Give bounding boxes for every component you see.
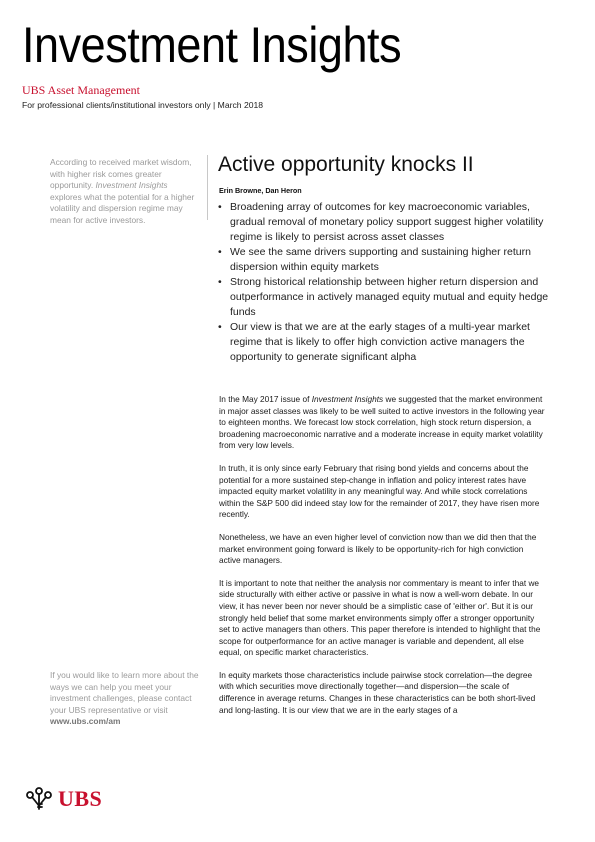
intro-emphasis: Investment Insights (95, 180, 168, 191)
paragraph: Nonetheless, we have an even higher level of conviction now than we did then that the market environment going forward is likely to be opportunity-rich for high conviction active managers. (219, 531, 537, 566)
intro-text-end: explores what the potential for a higher volatility and dispersion regime may mean for active investors. (50, 191, 195, 225)
paragraph-text: In the May 2017 issue of (219, 394, 312, 404)
paragraph: It is important to note that neither the analysis nor commentary is meant to infer that we side structurally with either active or passive in what is now a well-worn debate. In our view, it has never been nor never should be a simplistic case of 'either or'. But it is our strongly held belief that some market environments simply offer a stronger opportunity set to active managers than others. This paper therefore is intended to highlight that the scope for outperformance for an active manager is variable and dependent, all else equal, on specific market characteristics. (219, 577, 541, 658)
ubs-logo (24, 786, 102, 812)
intro-text: According to received market wisdom, with higher risk comes greater opportunity. (50, 157, 192, 191)
sidebar-intro (50, 157, 198, 227)
article-body (219, 394, 547, 727)
highlight-item: • Broadening array of outcomes for key macroeconomic variables, gradual removal of monetary policy support suggest higher volatility regime is likely to persist across asset classes (218, 200, 558, 245)
paragraph-emphasis: Investment Insights (311, 394, 384, 404)
masthead (22, 16, 582, 111)
paragraph-text-end: we suggested that the market environment in major asset classes was likely to be well suited to active investors in the following year to eighteen months. We forecast low stock correlation, high stock return dispersion, a broadening macroeconomic narrative and a moderate increase in equity market volatility from very low levels. (219, 394, 545, 451)
authors: Erin Browne, Dan Heron (219, 186, 302, 195)
highlight-item: • Our view is that we are at the early stages of a multi-year market regime that is likely to offer high conviction active managers the opportunity to generate significant alpha (218, 320, 558, 365)
divider (207, 155, 208, 220)
article-title: Active opportunity knocks II (218, 153, 474, 176)
logo-text: UBS (58, 786, 103, 811)
ubs-keys-icon (24, 786, 54, 812)
sidebar-contact (50, 670, 200, 728)
contact-link[interactable]: www.ubs.com/am (50, 716, 121, 727)
paragraph (219, 394, 547, 452)
publication-title: Investment Insights (22, 17, 402, 73)
paragraph: In truth, it is only since early February that rising bond yields and concerns about the potential for a more sustained step-change in inflation and policy interest rates have impacted equity market volatility in any meaningful way. And while stock correlations within the S&P 500 did indeed stay low for the remainder of 2017, they have risen more recently. (219, 462, 540, 520)
audience-line: For professional clients/institutional investors only | March 2018 (22, 100, 264, 110)
highlights-list (218, 200, 558, 365)
highlight-item: • Strong historical relationship between higher return dispersion and outperformance in actively managed equity mutual and equity hedge funds (218, 275, 558, 320)
paragraph: In equity markets those characteristics include pairwise stock correlation—the degree with which securities move directionally together—and dispersion—the scale of difference in average returns. Changes in these characteristics can be both short-lived and long-lasting. It is our view that we are in the early stages of a (219, 669, 536, 715)
brand-name: UBS Asset Management (22, 83, 140, 97)
contact-text: If you would like to learn more about the ways we can help you meet your investment challenges, please contact your UBS representative or visit (50, 670, 199, 715)
highlight-item: • We see the same drivers supporting and sustaining higher return dispersion within equity markets (218, 245, 558, 275)
